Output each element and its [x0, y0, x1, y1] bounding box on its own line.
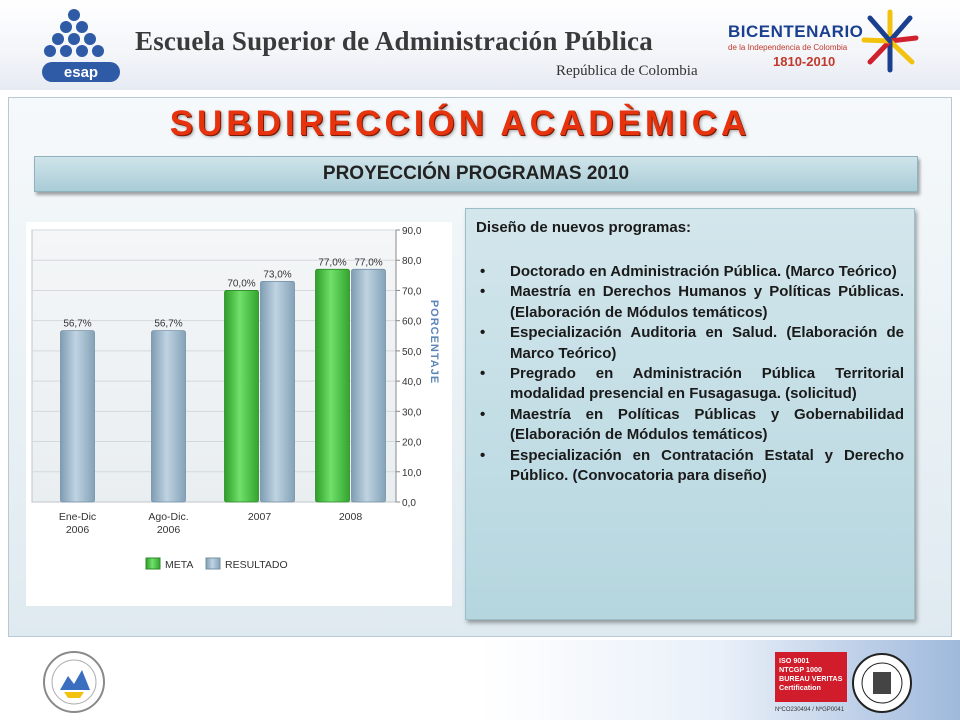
bureau-veritas-seal-icon — [851, 652, 913, 714]
x-tick-label: 2006 — [65, 524, 90, 536]
header-band — [0, 0, 960, 90]
y-axis — [396, 226, 422, 509]
data-label: 73,0% — [263, 269, 292, 281]
legend-swatch — [146, 558, 160, 569]
y-tick-label: 20,0 — [402, 437, 422, 449]
legend — [146, 558, 288, 571]
list-item: • Especialización Auditoria en Salud. (Elaboración de Marco Teórico) — [476, 323, 904, 364]
bureau-veritas-box — [775, 652, 847, 702]
bv-code: NºCO230494 / NºGP0041 — [775, 707, 845, 713]
x-tick-label: 2007 — [247, 511, 272, 523]
legend-label: RESULTADO — [225, 559, 288, 571]
data-label: 77,0% — [354, 257, 383, 269]
bv-line: ISO 9001 — [779, 656, 810, 665]
y-tick-label: 50,0 — [402, 346, 422, 358]
x-axis — [59, 511, 363, 536]
list-item: • Maestría en Derechos Humanos y Políticas Públicas. (Elaboración de Módulos temáticos) — [476, 282, 904, 323]
x-tick-label: 2008 — [338, 511, 363, 523]
bicentenario-logo — [725, 18, 955, 82]
banner-text: PROYECCIÓN PROGRAMAS 2010 — [322, 163, 630, 184]
y-axis-label: PORCENTAJE — [428, 299, 440, 385]
legend-swatch — [206, 558, 220, 569]
y-tick-label: 90,0 — [402, 226, 422, 237]
bicentenario-subtitle: de la Independencia de Colombia — [728, 43, 848, 52]
bar-resultado — [261, 281, 295, 502]
bicentenario-burst-icon — [860, 6, 920, 76]
bicentenario-title: BICENTENARIO — [728, 22, 864, 41]
x-tick-label: Ago-Dic. — [148, 511, 189, 523]
bar-resultado — [352, 269, 386, 502]
bureau-veritas-cert — [775, 652, 915, 716]
bv-line: Certification — [779, 683, 821, 692]
esap-logo — [40, 6, 140, 86]
bar-meta — [316, 269, 350, 502]
programs-heading: Diseño de nuevos programas: — [476, 219, 692, 236]
list-item: • Especialización en Contratación Estatal y Derecho Público. (Convocatoria para diseño) — [476, 446, 904, 487]
programs-list — [476, 262, 904, 486]
legend-label: META — [165, 559, 194, 571]
x-tick-label: Ene-Dic — [58, 511, 97, 523]
bar-meta — [225, 290, 259, 502]
y-tick-label: 70,0 — [402, 286, 422, 298]
certification-seal-icon — [34, 648, 114, 716]
bar-resultado — [61, 331, 95, 502]
data-label: 56,7% — [63, 318, 92, 330]
bar-chart — [26, 222, 452, 606]
slide-title: SUBDIRECCIÓN ACADÈMICA — [169, 104, 751, 143]
section-banner — [34, 156, 918, 192]
bv-line: BUREAU VERITAS — [779, 674, 843, 683]
logo-text: esap — [63, 64, 99, 81]
y-tick-label: 40,0 — [402, 377, 422, 389]
y-tick-label: 10,0 — [402, 467, 422, 479]
programs-textbox — [465, 208, 915, 620]
list-item: • Pregrado en Administración Pública Territorial modalidad presencial en Fusagasuga. (solicitud) — [476, 364, 904, 405]
bv-line: NTCGP 1000 — [779, 665, 823, 674]
y-tick-label: 60,0 — [402, 316, 422, 328]
data-label: 77,0% — [318, 257, 347, 269]
bar-resultado — [152, 331, 186, 502]
bicentenario-years: 1810-2010 — [773, 54, 836, 69]
list-item: • Maestría en Políticas Públicas y Gobernabilidad (Elaboración de Módulos temáticos) — [476, 405, 904, 446]
data-label: 56,7% — [154, 318, 183, 330]
chart-container — [26, 222, 452, 606]
y-tick-label: 80,0 — [402, 256, 422, 268]
list-item: • Doctorado en Administración Pública. (Marco Teórico) — [476, 262, 904, 282]
org-subtitle: República de Colombia — [556, 63, 698, 79]
org-title: Escuela Superior de Administración Pública — [135, 26, 653, 56]
y-tick-label: 0,0 — [402, 498, 416, 509]
x-tick-label: 2006 — [156, 524, 181, 536]
y-tick-label: 30,0 — [402, 407, 422, 419]
data-label: 70,0% — [227, 278, 256, 290]
